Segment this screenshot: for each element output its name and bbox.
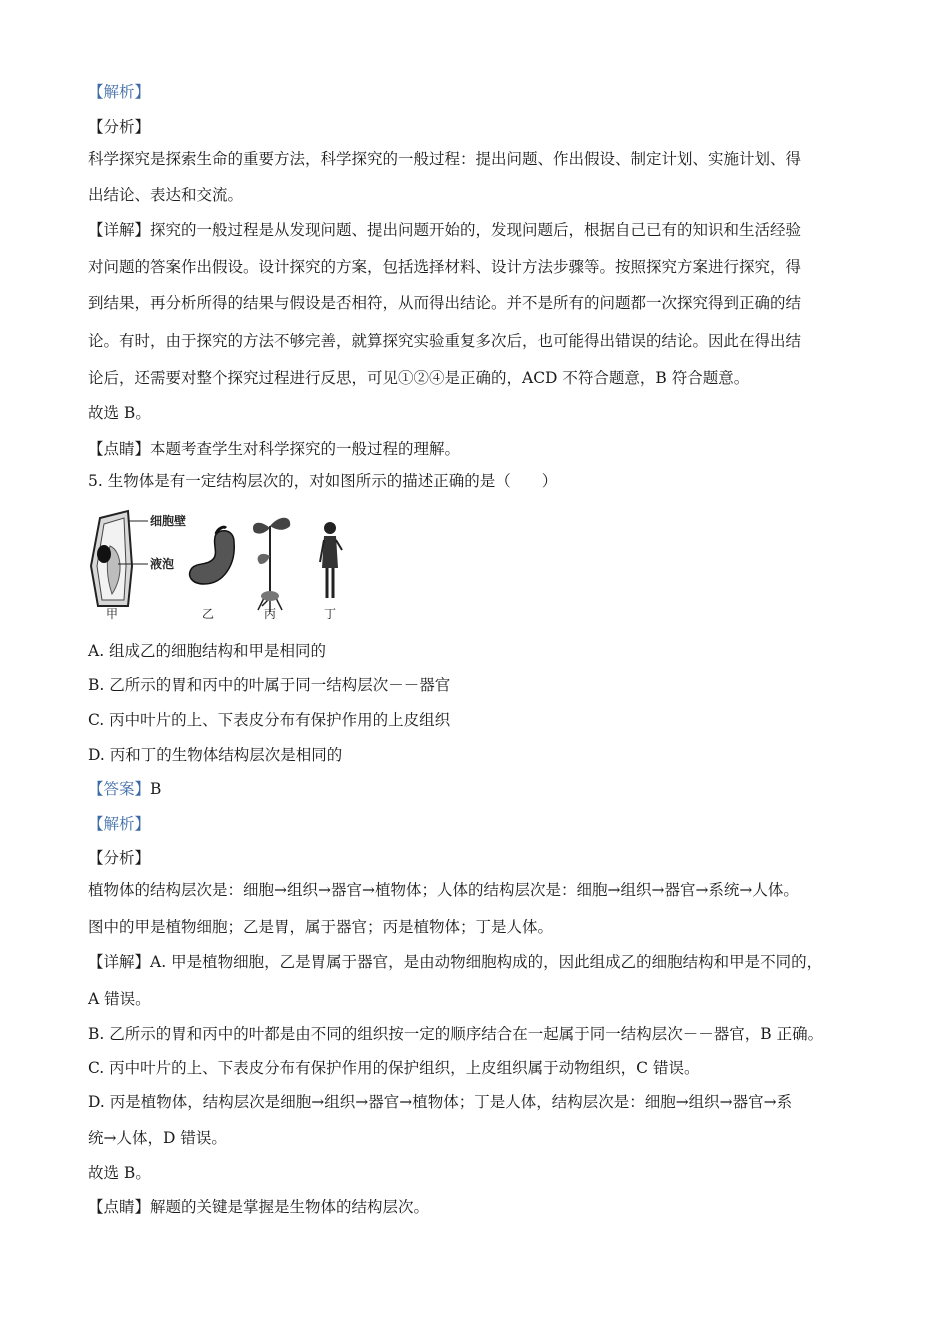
- plant-cell-illustration: [91, 511, 148, 606]
- q5-xiangjie-a2: A 错误。: [88, 990, 151, 1008]
- q4-dianjing-text: 本题考查学生对科学探究的一般过程的理解。: [150, 440, 461, 458]
- q5-guxuan: 故选 B。: [88, 1164, 151, 1182]
- q4-fenxi-line-1: 科学探究是探索生命的重要方法，科学探究的一般过程：提出问题、作出假设、制定计划、实施计划、得: [88, 150, 802, 168]
- q4-xiangjie-line-3: 到结果，再分析所得的结果与假设是否相符，从而得出结论。并不是所有的问题都一次探究得到正确的结: [88, 294, 802, 312]
- q5-fenxi-heading: 【分析】: [88, 849, 151, 867]
- q4-xiangjie-line-5: 论后，还需要对整个探究过程进行反思，可见①②④是正确的，ACD 不符合题意，B 符合题意。: [88, 369, 750, 387]
- q4-xiangjie-line-1: [88, 220, 801, 240]
- label-jia: 甲: [106, 607, 119, 621]
- q5-xiangjie-d2: 统→人体，D 错误。: [88, 1129, 227, 1147]
- q4-fenxi-heading: 【分析】: [88, 118, 151, 136]
- q5-answer-line: [88, 779, 161, 799]
- plant-illustration: [253, 518, 290, 612]
- q4-xiangjie-tag: 【详解】: [88, 221, 151, 239]
- label-yi: 乙: [202, 607, 215, 621]
- q5-option-d: D. 丙和丁的生物体结构层次是相同的: [88, 746, 343, 764]
- label-ding: 丁: [324, 607, 337, 621]
- q5-figure: [88, 506, 358, 621]
- q5-fenxi-line-1: 植物体的结构层次是：细胞→组织→器官→植物体；人体的结构层次是：细胞→组织→器官→系统→人体。: [88, 881, 799, 899]
- q5-dianjing-tag: 【点睛】: [88, 1198, 151, 1216]
- label-bing: 丙: [264, 607, 277, 621]
- q4-xiangjie-text-1: 探究的一般过程是从发现问题、提出问题开始的，发现问题后，根据自己已有的知识和生活经验: [150, 221, 802, 239]
- q4-xiangjie-line-2: 对问题的答案作出假设。设计探究的方案，包括选择材料、设计方法步骤等。按照探究方案进行探究，得: [88, 258, 802, 276]
- q5-xiangjie-b: B. 乙所示的胃和丙中的叶都是由不同的组织按一定的顺序结合在一起属于同一结构层次－－器官，B 正确。: [88, 1025, 824, 1043]
- q5-xiangjie-d1: D. 丙是植物体，结构层次是细胞→组织→器官→植物体；丁是人体，结构层次是：细胞→组织→器官→系: [88, 1093, 793, 1111]
- label-cell-wall: 细胞壁: [150, 514, 187, 528]
- q5-fenxi-line-2: 图中的甲是植物细胞；乙是胃，属于器官；丙是植物体；丁是人体。: [88, 918, 554, 936]
- q5-option-c: C. 丙中叶片的上、下表皮分布有保护作用的上皮组织: [88, 711, 451, 729]
- label-vacuole: 液泡: [150, 557, 175, 571]
- human-illustration: [320, 522, 342, 598]
- q4-guxuan: 故选 B。: [88, 404, 151, 422]
- q5-dianjing-line: [88, 1197, 429, 1217]
- q5-stem: 5. 生物体是有一定结构层次的，对如图所示的描述正确的是（ ）: [88, 472, 558, 490]
- q4-dianjing-tag: 【点睛】: [88, 440, 151, 458]
- q5-xiangjie-a1: [88, 952, 822, 972]
- q5-jiexi-heading: 【解析】: [88, 815, 151, 833]
- q5-dianjing-text: 解题的关键是掌握是生物体的结构层次。: [150, 1198, 430, 1216]
- q4-dianjing-line: [88, 439, 460, 459]
- q4-jiexi-heading: 【解析】: [88, 83, 151, 101]
- q4-xiangjie-line-4: 论。有时，由于探究的方法不够完善，就算探究实验重复多次后，也可能得出错误的结论。因此在得出结: [88, 332, 802, 350]
- q5-answer-value: B: [150, 780, 162, 798]
- q5-xiangjie-c: C. 丙中叶片的上、下表皮分布有保护作用的保护组织，上皮组织属于动物组织，C 错误。: [88, 1059, 700, 1077]
- q5-option-b: B. 乙所示的胃和丙中的叶属于同一结构层次－－器官: [88, 676, 451, 694]
- q5-option-a: A. 组成乙的细胞结构和甲是相同的: [88, 642, 327, 660]
- q5-answer-tag: 【答案】: [88, 780, 151, 798]
- q4-fenxi-line-2: 出结论、表达和交流。: [88, 186, 244, 204]
- stomach-illustration: [190, 531, 235, 584]
- q5-xiangjie-tag: 【详解】: [88, 953, 151, 971]
- q5-xiangjie-a1-text: A. 甲是植物细胞，乙是胃属于器官，是由动物细胞构成的，因此组成乙的细胞结构和甲是不同的，: [150, 953, 823, 971]
